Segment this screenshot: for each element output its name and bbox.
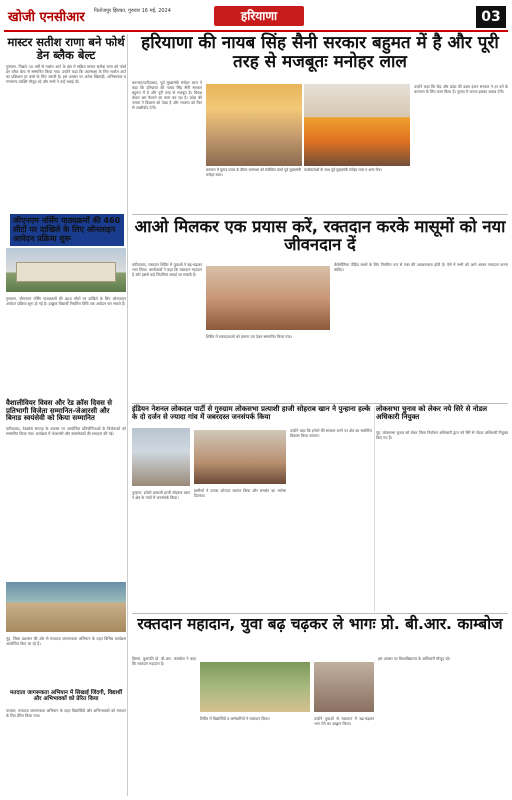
section-divider <box>132 214 508 215</box>
story-body: उन्होंने युवाओं से रक्तदान में बढ़-चढ़कर भाग लेने का आह्वान किया। <box>314 716 374 726</box>
lead-headline: हरियाणा की नायब सिंह सैनी सरकार बहुमत में है और पूरी तरह से मजबूतः मनोहर लाल <box>141 33 499 72</box>
story-body: पलवल, मतदाता जागरूकता अभियान के तहत विद्यार्थियों और अभिभावकों को मतदान के लिए प्रेरित किया गया। <box>6 708 126 718</box>
story-body: शिविर में रक्तदाताओं को प्रमाण पत्र देकर सम्मानित किया गया। <box>206 334 292 339</box>
blood-camp-photo <box>206 266 330 330</box>
story-body: करनाल/फरीदाबाद, पूर्व मुख्यमंत्री मनोहर लाल ने कहा कि हरियाणा की नायब सिंह सैनी सरकार बहुमत में है और पूरी तरह से मजबूत है। विपक्ष केवल भ्रम फैलाने का काम कर रहा है। प्रदेश की जनता ने विकास को देखा है और भाजपा को फिर से आशीर्वाद देगी। <box>132 80 202 110</box>
campaign-photo <box>194 430 286 484</box>
story-body: शिविर में विद्यार्थियों व कर्मचारियों ने रक्तदान किया। <box>200 716 270 721</box>
story-body: ग्रामीणों ने उनका जोरदार स्वागत किया और समर्थन का भरोसा दिलाया। <box>194 488 286 498</box>
story-body: फरीदाबाद, रेडक्रॉस सप्ताह के अवसर पर आयोजित प्रतियोगिताओं के विजेताओं को सम्मानित किया गया। कार्यक्रम में जेआरसी और स्वयंसेवकों की सराहना की गई। <box>6 426 126 436</box>
story-body: नूंह, जिला प्रशासन की ओर से मतदाता जागरूकता अभियान के तहत विभिन्न कार्यक्रम आयोजित किए जा रहे हैं। <box>6 636 126 646</box>
story-body: उन्होंने कहा कि केंद्र और प्रदेश की डबल इंजन सरकार ने हर वर्ग के कल्याण के लिए काम किया है। चुनाव में जनता इसका जवाब देगी। <box>414 84 508 94</box>
rally-photo <box>206 84 302 166</box>
masthead <box>4 4 508 32</box>
section-title: हरियाणा <box>214 6 304 26</box>
section-divider <box>132 613 508 614</box>
building-shape <box>16 262 116 282</box>
building-photo <box>6 248 126 292</box>
leaders-photo <box>304 84 410 166</box>
event-photo <box>6 582 126 632</box>
story-body: उन्होंने कहा कि इनेलो की सरकार बनने पर क्षेत्र का सर्वांगीण विकास किया जाएगा। <box>290 428 372 438</box>
section-divider <box>132 403 508 404</box>
dateline: फिरोजपुर झिरका, गुरुवार 16 मई, 2024 <box>94 8 171 14</box>
story-headline: इंडियन नेशनल लोकदल पार्टी से गुरुग्राम लोकसभा प्रत्याशी हाजी सोहराब खान ने पुन्हाना हल्के के दो दर्जन से ज्यादा गांव में जबरदस्त जनसंपर्क किया <box>132 405 371 421</box>
page-number: 03 <box>476 6 506 28</box>
photo-caption: कार्यकर्ताओं के साथ पूर्व मुख्यमंत्री मनोहर लाल व अन्य नेता। <box>304 168 382 172</box>
story-headline: लोकसभा चुनाव को लेकर नये सिरे से नोडल अधिकारी नियुक्त <box>376 405 487 421</box>
story-headline: वैशालीवियर विवस और रेड क्रॉस दिवस से प्रतिभागी विजेता सम्मानित-जेआरसी और बिनाड स्वयंसेवी को किया सम्मानित <box>6 399 113 423</box>
story-headline-boxed: जीएनएम नर्सिंग पाठ्यक्रमों की 460 सीटों पर दाखिले के लिए ऑनलाइन आवेदन प्रक्रिया शुरू <box>10 214 124 246</box>
banner-headline: आओ मिलकर एक प्रयास करें, रक्तदान करके मासूमों को नया जीवनदान दें <box>134 217 506 255</box>
vice-chancellor-photo <box>314 662 374 712</box>
story-body: गुरुग्राम, पिछले 30 वर्षों से मार्शल आर्ट के क्षेत्र में सक्रिय मास्टर सतीश राणा को फोर्थ डेन ब्लैक बेल्ट से सम्मानित किया गया। उन्होंने कहा कि आत्मरक्षा के लिए मार्शल आर्ट का प्रशिक्षण हर बच्चे के लिए जरूरी है। इस अवसर पर अनेक खिलाड़ी, अभिभावक व गणमान्य व्यक्ति मौजूद रहे और सभी ने उन्हें बधाई दी। <box>6 64 126 84</box>
university-photo <box>200 662 310 712</box>
brand-name: खोजी एनसीआर <box>8 10 85 25</box>
story-body: नूंह, लोकसभा चुनाव को लेकर जिला निर्वाचन अधिकारी द्वारा नये सिरे से नोडल अधिकारी नियुक्त किए गए हैं। <box>376 430 508 440</box>
candidate-photo <box>132 428 190 486</box>
story-body: पुन्हाना, इनेलो प्रत्याशी हाजी सोहराब खान ने क्षेत्र के गांवों में जनसंपर्क किया। <box>132 490 190 500</box>
column-rule <box>374 406 375 612</box>
left-column <box>4 34 128 796</box>
story-headline: मतदाता जागरूकता अभियान में सिखाई जिंदगी, विद्यार्थी और अभिभावकों को प्रेरित किया <box>9 690 123 703</box>
story-body: फरीदाबाद, रक्तदान शिविर में युवाओं ने बढ़-चढ़कर भाग लिया। आयोजकों ने कहा कि रक्तदान महादान है और इससे कई जिंदगियां बचाई जा सकती हैं। <box>132 262 202 277</box>
story-body: गुरुग्राम, जीएनएम नर्सिंग पाठ्यक्रमों की 460 सीटों पर दाखिले के लिए ऑनलाइन आवेदन प्रक्रिया शुरू हो गई है। इच्छुक विद्यार्थी निर्धारित तिथि तक आवेदन कर सकते हैं। <box>6 296 126 306</box>
photo-caption: करनाल में चुनाव प्रचार के दौरान जनसभा को संबोधित करते पूर्व मुख्यमंत्री मनोहर लाल। <box>206 168 301 177</box>
story-headline: मास्टर सतीश राणा बने फोर्थ डेन ब्लैक बेल्ट <box>7 35 125 62</box>
story-body: हिसार, कुलपति प्रो. बी.आर. काम्बोज ने कहा कि रक्तदान महादान है। <box>132 656 196 666</box>
story-body: थैलेसीमिया पीड़ित बच्चों के लिए नियमित रूप से रक्त की आवश्यकता होती है। ऐसे में सभी को आगे आकर रक्तदान करना चाहिए। <box>334 262 508 272</box>
story-body: इस अवसर पर विश्वविद्यालय के अधिकारी मौजूद रहे। <box>378 656 451 661</box>
banner-headline: रक्तदान महादान, युवा बढ़ चढ़कर ले भागः प्रो. बी.आर. काम्बोज <box>137 615 503 633</box>
